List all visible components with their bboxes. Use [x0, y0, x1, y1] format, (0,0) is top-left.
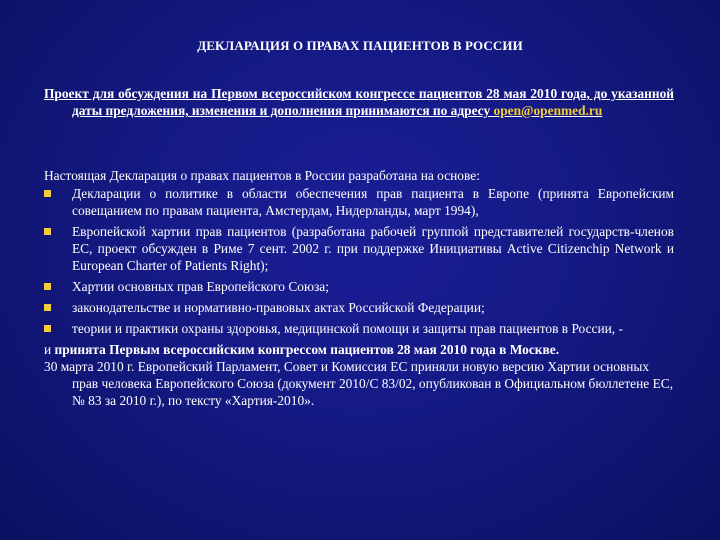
square-bullet-icon: [44, 228, 51, 235]
list-item-text: Хартии основных прав Европейского Союза;: [72, 279, 329, 294]
list-item: [44, 223, 674, 274]
square-bullet-icon: [44, 304, 51, 311]
list-item-text: теории и практики охраны здоровья, медицинской помощи и защиты прав пациентов в России, -: [72, 321, 623, 336]
list-item-text: Европейской хартии прав пациентов (разработана рабочей группой представителей государств-членов ЕС, проект обсужден в Риме 7 сент. 2002 г. при поддержке Инициативы Active Citizenchip Network и European Charter of Patients Right);: [72, 224, 674, 273]
square-bullet-icon: [44, 283, 51, 290]
list-item: [44, 185, 674, 219]
page-title: ДЕКЛАРАЦИЯ О ПРАВАХ ПАЦИЕНТОВ В РОССИИ: [197, 38, 523, 53]
adoption-statement: [44, 341, 674, 358]
list-item: [44, 278, 674, 295]
charter-note: 30 марта 2010 г. Европейский Парламент, Совет и Комиссия ЕС приняли новую версию Хартии основных прав человека Европейского Союза (документ 2010/С 83/02, опубликован в Официальном бюллетене ЕС, № 83 за 2010 г.), по тексту «Хартия-2010».: [44, 359, 674, 408]
list-item: [44, 299, 674, 316]
square-bullet-icon: [44, 190, 51, 197]
declaration-body: [44, 167, 674, 409]
adoption-text: принята Первым всероссийским конгрессом пациентов 28 мая 2010 года в Москве.: [54, 342, 560, 357]
email-link[interactable]: open@openmed.ru: [493, 103, 603, 118]
discussion-notice: [44, 85, 674, 119]
list-item-text: законодательстве и нормативно-правовых актах Российской Федерации;: [72, 300, 485, 315]
basis-list: [44, 185, 674, 337]
square-bullet-icon: [44, 325, 51, 332]
list-item-text: Декларации о политике в области обеспечения прав пациента в Европе (принята Европейским совещанием по правам пациента, Амстердам, Нидерланды, март 1994),: [72, 186, 674, 218]
intro-text: Настоящая Декларация о правах пациентов в России разработана на основе:: [44, 168, 480, 183]
notice-text: Проект для обсуждения на Первом всероссийском конгрессе пациентов 28 мая 2010 года, до указанной даты предложения, изменения и дополнения принимаются по адресу: [44, 86, 674, 118]
adoption-prefix: и: [44, 342, 55, 357]
list-item: [44, 320, 674, 337]
